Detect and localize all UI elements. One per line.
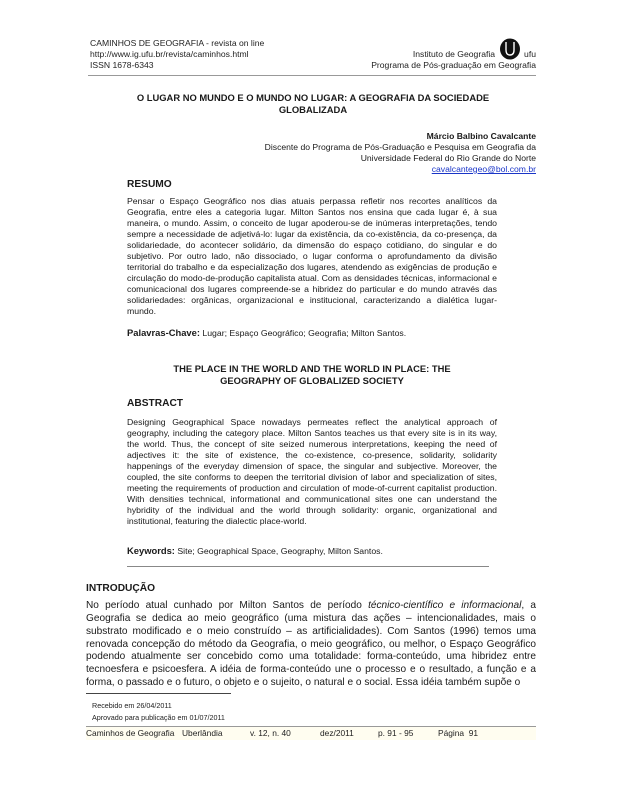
journal-url: http://www.ig.ufu.br/revista/caminhos.html xyxy=(90,49,249,59)
palavras-chave-label: Palavras-Chave: xyxy=(127,327,200,338)
institution-header xyxy=(371,38,536,71)
footer-volume: v. 12, n. 40 xyxy=(250,728,291,738)
author-affiliation-2: Universidade Federal do Rio Grande do Norte xyxy=(360,153,536,163)
resumo-heading: RESUMO xyxy=(127,179,172,190)
introducao-text-start: No período atual cunhado por Milton Santos de período xyxy=(86,600,369,611)
footnote-divider xyxy=(86,693,231,694)
abstract-text: Designing Geographical Space nowadays permeates reflect the analytical approach of geography, including the category place. Milton Santos teaches us that every site is in its way, the world. Thus, the concept of site seized numerous interpretations, keeping the need of adjectives it: the site of existence, the co-existence, co-presence, solidarity, solidarity happenings of the everyday dimension of space, the singular and subjective. Moreover, the coupled, the site conforms to deepen the territorial division of labor and specialization of sites, meeting the requirements of production and circulation of mode-of-current capitalist production. With densities technical, informational and communicational sites one can understand the hybridity of the individual and the world through solidarity: organic, organizational and institutional, featuring the dialectic place-world. xyxy=(127,417,497,527)
approved-date: Aprovado para publicação em 01/07/2011 xyxy=(92,713,225,722)
author-block xyxy=(265,131,536,175)
english-title xyxy=(127,363,497,387)
footnotes xyxy=(92,700,225,724)
program-name: Programa de Pós-graduação em Geografia xyxy=(371,60,536,70)
keywords-label: Keywords: xyxy=(127,545,175,556)
journal-issn: ISSN 1678-6343 xyxy=(90,60,154,70)
institute-name: Instituto de Geografia xyxy=(412,49,496,59)
introducao-heading: INTRODUÇÃO xyxy=(86,583,156,594)
footer-date: dez/2011 xyxy=(320,728,354,738)
palavras-chave-values: Lugar; Espaço Geográfico; Geografia; Milton Santos. xyxy=(199,328,407,338)
paper-title-line1: O LUGAR NO MUNDO E O MUNDO NO LUGAR: A GEOGRAFIA DA SOCIEDADE xyxy=(136,92,490,103)
abstract-heading: ABSTRACT xyxy=(127,398,184,409)
header-divider xyxy=(88,75,536,76)
university-abbr: ufu xyxy=(524,49,536,59)
english-title-line1: THE PLACE IN THE WORLD AND THE WORLD IN PLACE: THE xyxy=(173,363,451,374)
author-name: Márcio Balbino Cavalcante xyxy=(426,131,536,141)
keywords-values: Site; Geographical Space, Geography, Milton Santos. xyxy=(174,546,383,556)
footer-city: Uberlândia xyxy=(182,728,223,738)
paper-title xyxy=(90,92,536,116)
footer-journal: Caminhos de Geografia xyxy=(86,728,175,738)
introducao-italic-term: técnico-científico e informacional xyxy=(368,600,522,611)
footer-page-number: Página 91 xyxy=(438,728,479,738)
journal-header xyxy=(90,38,264,71)
author-affiliation-1: Discente do Programa de Pós-Graduação e Pesquisa em Geografia da xyxy=(264,142,536,152)
palavras-chave xyxy=(127,327,406,338)
introducao-text-rest: , a Geografia se dedica ao meio geográfico (uma mistura das ações – intencionalidades, mais o substrato modificado e o meio construído – as artificialidades). Com Santos (1996) temos uma renovada concepção do método da Geografia, o meio geográfico, ou melhor, o Espaço Geográfico podendo atualmente ser concebido como uma totalidade: forma-conteúdo, uma hibridez entre tecnoesfera e psicoesfera. A idéia de forma-conteúdo une o processo e o resultado, a função e a forma, o passado e o futuro, o objeto e o sujeito, o natural e o social. Essa idéia também supõe o xyxy=(86,600,536,689)
received-date: Recebido em 26/04/2011 xyxy=(92,701,172,710)
resumo-text: Pensar o Espaço Geográfico nos dias atuais perpassa refletir nos recortes analíticos da Geografia, entre eles a categoria lugar. Milton Santos nos ensina que cada lugar é, à sua maneira, o mundo. Assim, o conceito de lugar apoderou-se de inúmeras interpretações, tendo sempre a necessidade de adjetivá-lo: lugar da existência, da co-existência, da co-presença, da solidariedade, do acontecer solidário, da dimensão do espaço cotidiano, do singular e do subjetivo. Por outro lado, não dissociado, o lugar conforma o aprofundamento da divisão territorial do trabalho e da especialização dos lugares, atendendo as exigências de produção e circulação do modo-de-produção capitalista atual. Com as densidades técnicas, informacional e comunicacional dos lugares compreende-se a hibridez do particular e do mundo através das solidariedades: orgânicas, organizacional e institucional, caracterizando a dialética lugar-mundo. xyxy=(127,196,497,317)
keywords xyxy=(127,545,383,556)
introducao-text xyxy=(86,600,536,690)
english-title-line2: GEOGRAPHY OF GLOBALIZED SOCIETY xyxy=(220,375,404,386)
paper-title-line2: GLOBALIZADA xyxy=(278,104,348,115)
abstract-divider xyxy=(127,566,489,567)
journal-name: CAMINHOS DE GEOGRAFIA - revista on line xyxy=(90,38,265,48)
author-email-link[interactable]: cavalcantegeo@bol.com.br xyxy=(431,164,536,174)
page-footer xyxy=(86,727,536,740)
footer-pages: p. 91 - 95 xyxy=(378,728,414,738)
ufu-logo-icon xyxy=(499,38,521,60)
